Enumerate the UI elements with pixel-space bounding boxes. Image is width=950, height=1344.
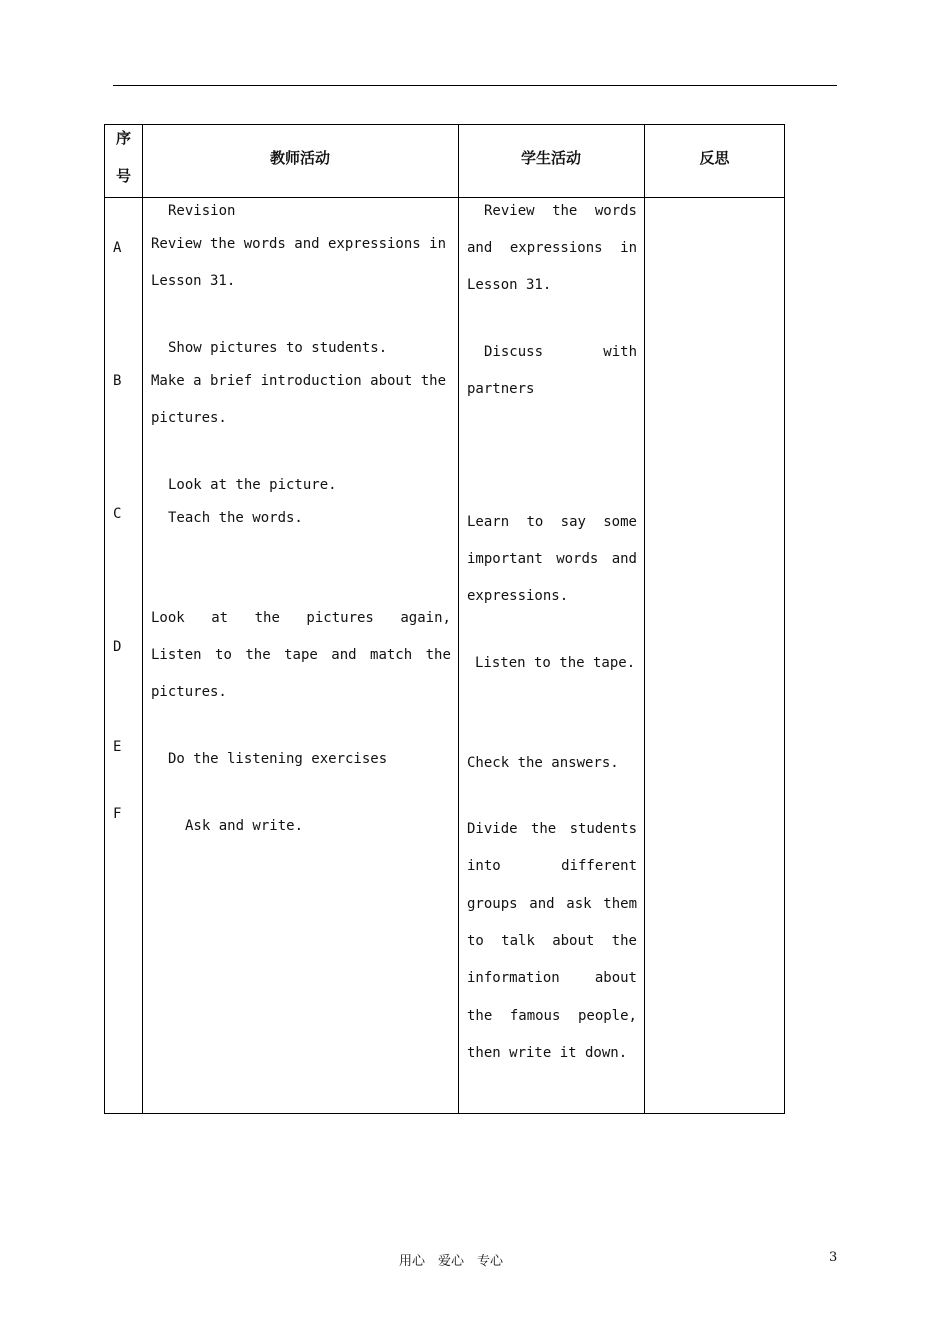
footer-motto: 用心 爱心 专心: [399, 1254, 504, 1269]
student-text: expressions.: [467, 588, 569, 604]
teacher-text: Make a brief introduction about the: [151, 373, 447, 389]
seq-label: E: [113, 739, 122, 755]
word: Divide: [467, 821, 518, 837]
word: words: [594, 203, 637, 219]
word: Look: [151, 610, 185, 626]
word: groups: [467, 896, 518, 912]
word: pictures: [306, 610, 374, 626]
student-text-justified: [467, 550, 637, 568]
word: the: [425, 647, 451, 663]
word: match: [370, 647, 413, 663]
word: words: [556, 551, 599, 567]
word: Learn: [467, 514, 510, 530]
seq-label: F: [113, 806, 122, 822]
header-rule: [113, 85, 837, 86]
header-teacher-activity: 教师活动: [269, 149, 330, 167]
teacher-text: pictures.: [151, 410, 227, 426]
word: some: [603, 514, 637, 530]
word: famous: [509, 1008, 561, 1024]
word: at: [211, 610, 229, 626]
teacher-text: Ask and write.: [185, 818, 304, 834]
word: the: [552, 203, 578, 219]
page-number: 3: [829, 1250, 838, 1265]
word: with: [603, 344, 637, 360]
word: them: [603, 896, 637, 912]
header-divider: [105, 197, 784, 198]
word: Discuss: [484, 344, 544, 360]
student-text: then write it down.: [467, 1045, 628, 1061]
word: the: [467, 1008, 493, 1024]
word: important: [467, 551, 543, 567]
word: expressions: [509, 240, 603, 256]
column-divider: [458, 125, 459, 1113]
teacher-text: Revision: [168, 203, 236, 219]
word: different: [561, 858, 637, 874]
word: to: [215, 647, 232, 663]
lesson-plan-table: [104, 124, 785, 1114]
student-text: Check the answers.: [467, 755, 619, 771]
word: the: [254, 610, 280, 626]
word: and: [467, 240, 493, 256]
word: Listen: [151, 647, 202, 663]
word: the: [611, 933, 637, 949]
teacher-text: Lesson 31.: [151, 273, 236, 289]
header-seq-bottom: 号: [115, 167, 131, 185]
seq-label: D: [113, 639, 122, 655]
word: people,: [577, 1008, 637, 1024]
student-text: Lesson 31.: [467, 277, 552, 293]
seq-label: C: [113, 506, 122, 522]
word: the: [530, 821, 557, 837]
word: information: [467, 970, 560, 986]
student-text-justified: [467, 895, 637, 913]
word: ask: [566, 896, 592, 912]
header-seq-top: 序: [115, 129, 131, 147]
teacher-text-justified: [151, 646, 451, 664]
word: students: [569, 821, 637, 837]
column-divider: [142, 125, 143, 1113]
student-text-justified: [467, 969, 637, 987]
teacher-text-justified: [151, 609, 451, 627]
student-text-justified: [467, 857, 637, 875]
teacher-text: Look at the picture.: [168, 477, 337, 493]
word: and: [331, 647, 357, 663]
teacher-text: Review the words and expressions in: [151, 236, 447, 252]
seq-label: A: [113, 240, 122, 256]
word: to: [526, 514, 544, 530]
word: the: [245, 647, 271, 663]
teacher-text: Show pictures to students.: [168, 340, 388, 356]
teacher-text: pictures.: [151, 684, 227, 700]
header-reflection: 反思: [699, 149, 730, 167]
word: Review: [484, 203, 535, 219]
word: and: [611, 551, 637, 567]
student-text: partners: [467, 381, 535, 397]
word: say: [560, 514, 586, 530]
student-text-justified: [467, 513, 637, 531]
student-text: Listen to the tape.: [475, 655, 636, 671]
student-text-justified: [467, 932, 637, 950]
word: tape: [284, 647, 318, 663]
student-text-justified: [484, 343, 637, 361]
column-divider: [644, 125, 645, 1113]
teacher-text: Do the listening exercises: [168, 751, 388, 767]
word: talk: [501, 933, 535, 949]
student-text-justified: [467, 820, 637, 838]
word: about: [552, 933, 595, 949]
student-text-justified: [467, 239, 637, 257]
student-text-justified: [484, 202, 637, 220]
word: and: [529, 896, 555, 912]
word: again,: [400, 610, 451, 626]
word: to: [467, 933, 484, 949]
word: in: [620, 240, 637, 256]
student-text-justified: [467, 1007, 637, 1025]
header-student-activity: 学生活动: [520, 149, 581, 167]
word: about: [594, 970, 637, 986]
teacher-text: Teach the words.: [168, 510, 303, 526]
seq-label: B: [113, 373, 122, 389]
word: into: [467, 858, 501, 874]
